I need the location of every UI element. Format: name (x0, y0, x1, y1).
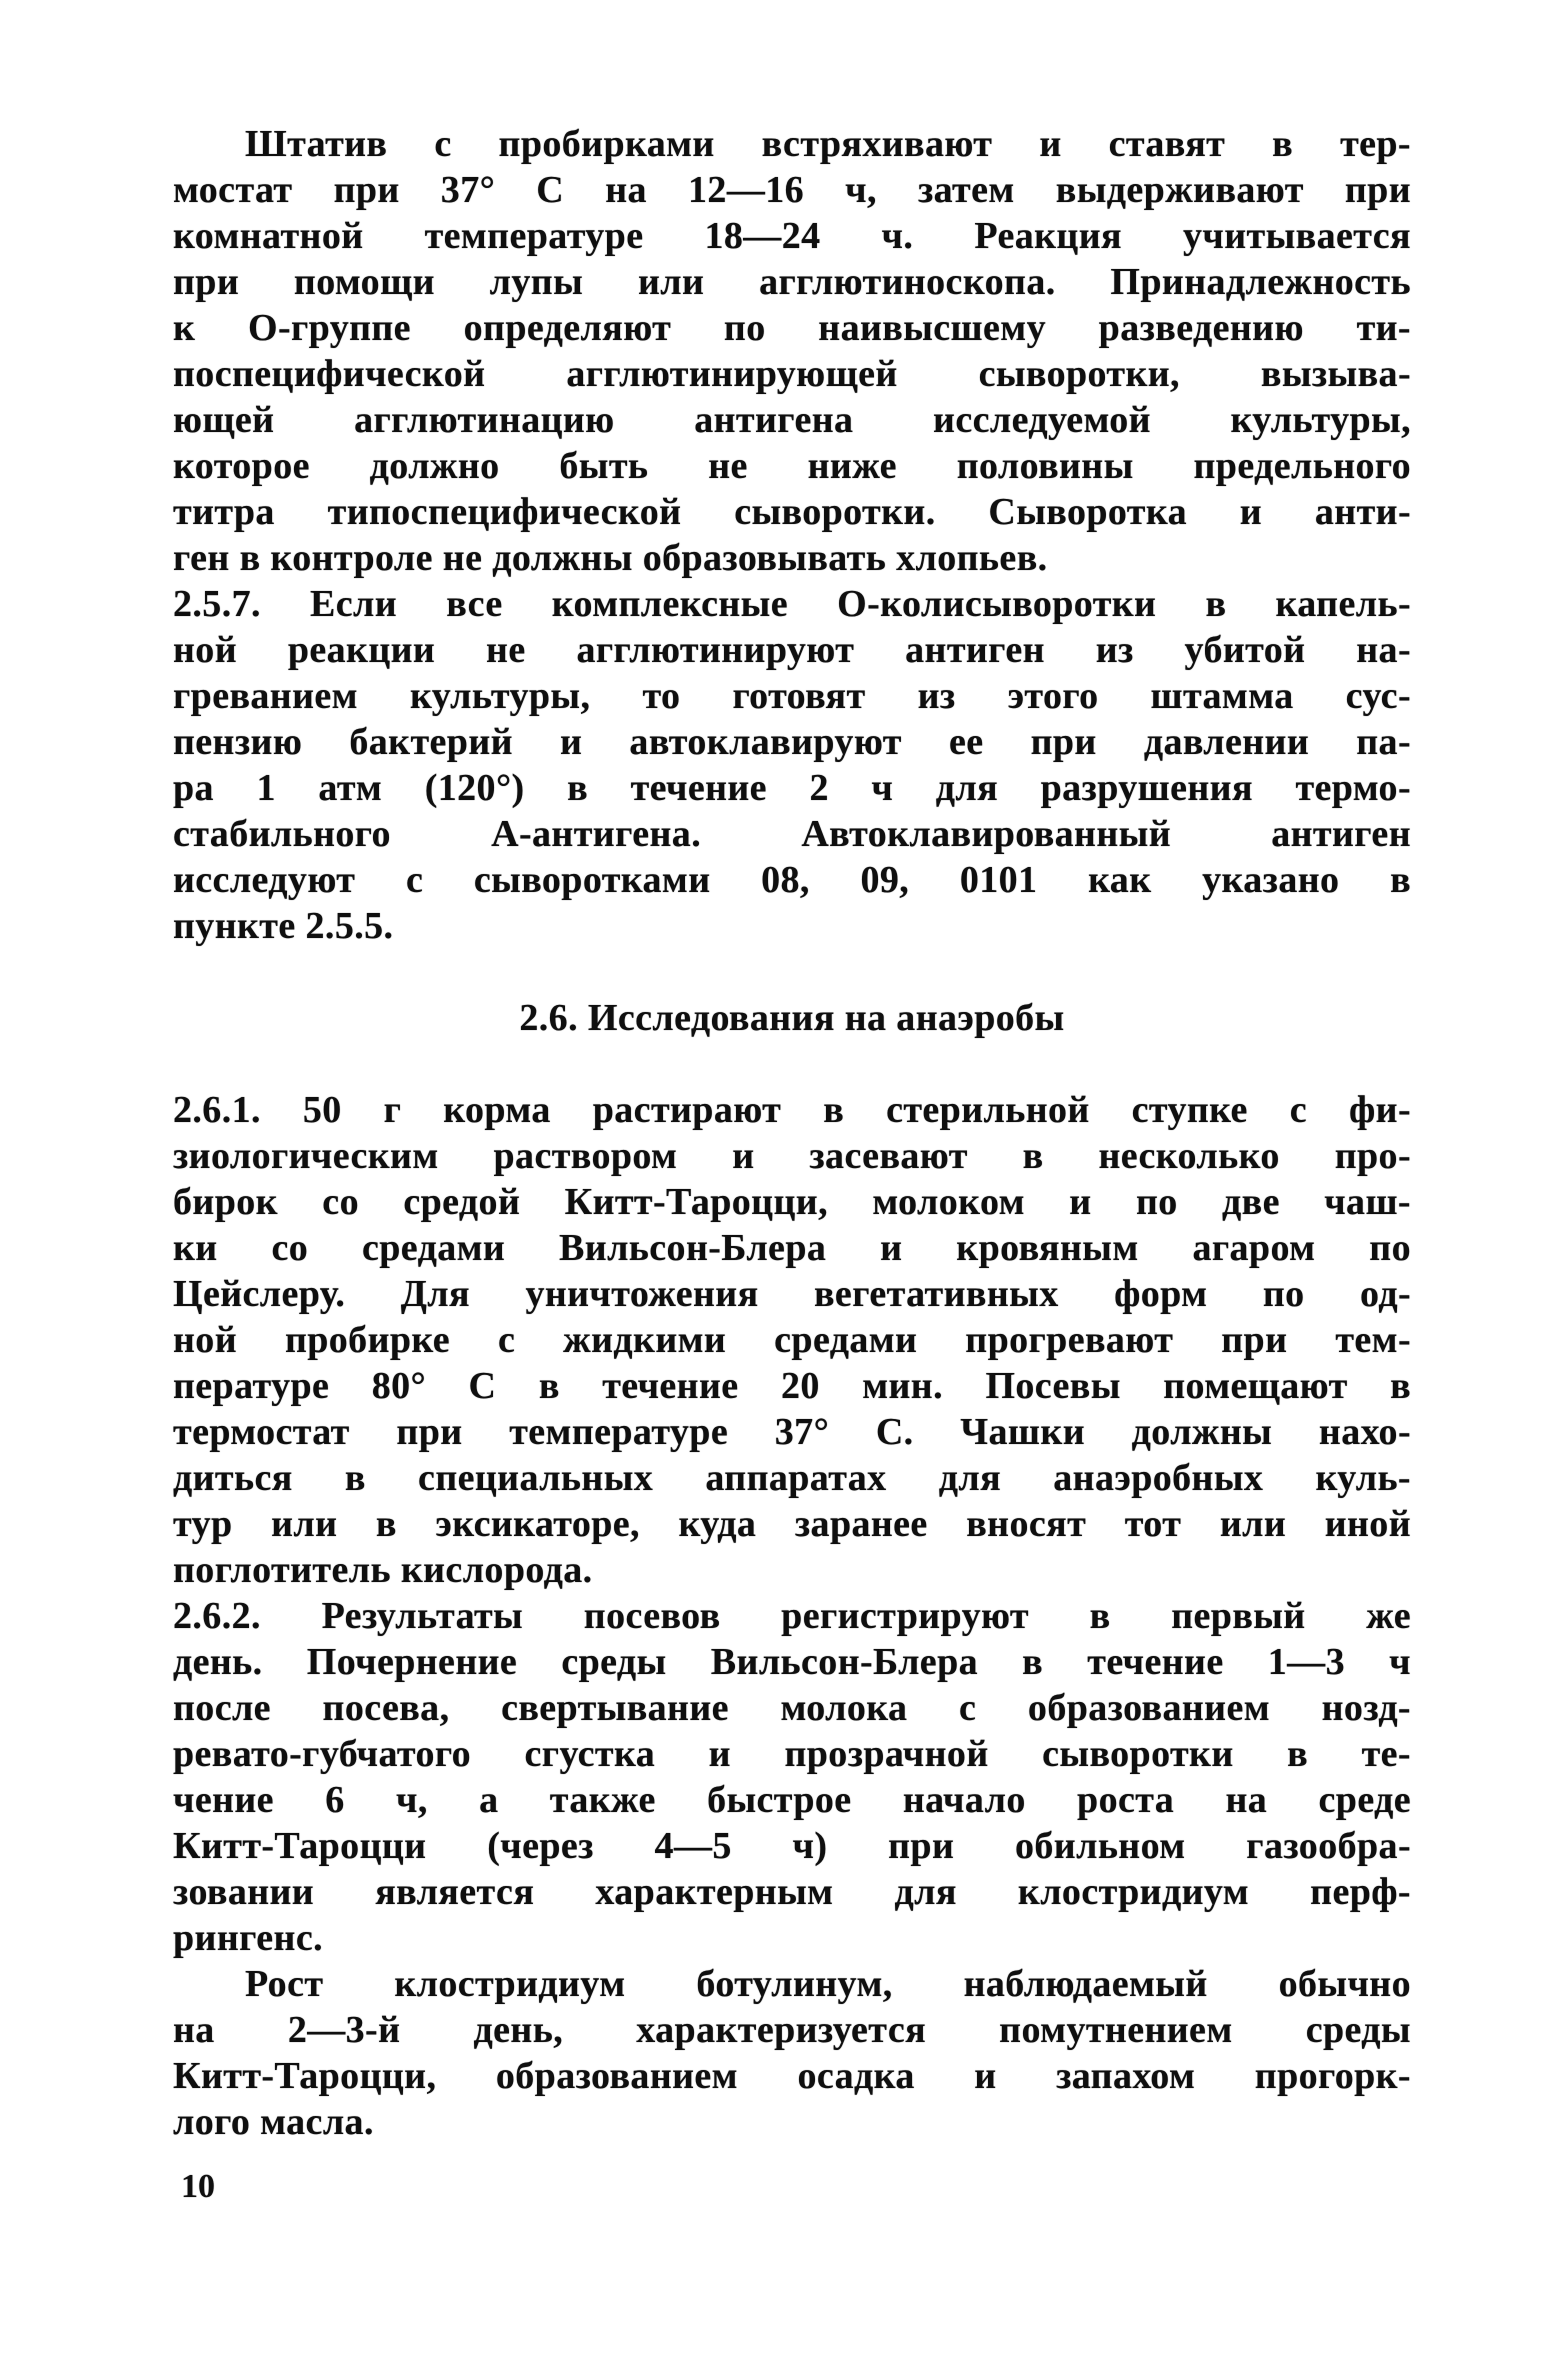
text-line: исследуют с сыворотками 08, 09, 0101 как указано в (173, 859, 1411, 901)
text-column (173, 121, 1411, 2145)
text-line: 2.6.1. 50 г корма растирают в стерильной ступке с фи- (173, 1089, 1411, 1131)
text-line: ющей агглютинацию антигена исследуемой культуры, (173, 399, 1411, 441)
text-line: бирок со средой Китт-Тароцци, молоком и по две чаш- (173, 1181, 1411, 1223)
page-number: 10 (181, 2168, 215, 2205)
text-line: Рост клостридиум ботулинум, наблюдаемый обычно (245, 1963, 1411, 2005)
text-line: ра 1 атм (120°) в течение 2 ч для разрушения термо- (173, 767, 1411, 809)
text-line: диться в специальных аппаратах для анаэробных куль- (173, 1457, 1411, 1499)
text-line: зиологическим раствором и засевают в несколько про- (173, 1135, 1411, 1177)
paragraph (173, 121, 1411, 581)
section-heading: 2.6. Исследования на анаэробы (519, 997, 1065, 1039)
text-line: после посева, свертывание молока с образованием нозд- (173, 1687, 1411, 1729)
text-line: при помощи лупы или агглютиноскопа. Принадлежность (173, 261, 1411, 303)
text-line: к О-группе определяют по наивысшему разведению ти- (173, 307, 1411, 349)
text-line: ной пробирке с жидкими средами прогревают при тем- (173, 1319, 1411, 1361)
text-line: лого масла. (173, 2101, 374, 2143)
text-line: рингенс. (173, 1917, 324, 1959)
text-line: титра типоспецифической сыворотки. Сыворотка и анти- (173, 491, 1411, 533)
text-line: мостат при 37° С на 12—16 ч, затем выдерживают при (173, 169, 1411, 211)
text-line: пензию бактерий и автоклавируют ее при давлении па- (173, 721, 1411, 763)
text-line: ки со средами Вильсон-Блера и кровяным агаром по (173, 1227, 1411, 1269)
text-line: ревато-губчатого сгустка и прозрачной сыворотки в те- (173, 1733, 1411, 1775)
paragraph (173, 1593, 1411, 1961)
text-line: термостат при температуре 37° С. Чашки должны нахо- (173, 1411, 1411, 1453)
text-line: пункте 2.5.5. (173, 905, 394, 947)
text-line: Цейслеру. Для уничтожения вегетативных форм по од- (173, 1273, 1411, 1315)
text-line: пературе 80° С в течение 20 мин. Посевы помещают в (173, 1365, 1411, 1407)
text-line: день. Почернение среды Вильсон-Блера в течение 1—3 ч (173, 1641, 1411, 1683)
text-line: 2.6.2. Результаты посевов регистрируют в первый же (173, 1595, 1411, 1637)
text-line: на 2—3-й день, характеризуется помутнением среды (173, 2009, 1411, 2051)
text-line: 2.5.7. Если все комплексные О-колисыворотки в капель- (173, 583, 1411, 625)
paragraph (173, 1087, 1411, 1593)
text-line: поспецифической агглютинирующей сыворотки, вызыва- (173, 353, 1411, 395)
text-line: тур или в эксикаторе, куда заранее вносят тот или иной (173, 1503, 1411, 1545)
text-line: ной реакции не агглютинируют антиген из убитой на- (173, 629, 1411, 671)
text-line: комнатной температуре 18—24 ч. Реакция учитывается (173, 215, 1411, 257)
text-line: Штатив с пробирками встряхивают и ставят в тер- (245, 123, 1411, 165)
text-line: которое должно быть не ниже половины предельного (173, 445, 1411, 487)
paragraph (173, 1961, 1411, 2145)
text-line: ген в контроле не должны образовывать хлопьев. (173, 537, 1048, 579)
text-line: греванием культуры, то готовят из этого штамма сус- (173, 675, 1411, 717)
paragraph (173, 581, 1411, 949)
text-line: стабильного А-антигена. Автоклавированный антиген (173, 813, 1411, 855)
text-line: чение 6 ч, а также быстрое начало роста на среде (173, 1779, 1411, 1821)
text-line: поглотитель кислорода. (173, 1549, 593, 1591)
text-line: Китт-Тароцци (через 4—5 ч) при обильном газообра- (173, 1825, 1411, 1867)
text-line: Китт-Тароцци, образованием осадка и запахом прогорк- (173, 2055, 1411, 2097)
text-line: зовании является характерным для клостридиум перф- (173, 1871, 1411, 1913)
